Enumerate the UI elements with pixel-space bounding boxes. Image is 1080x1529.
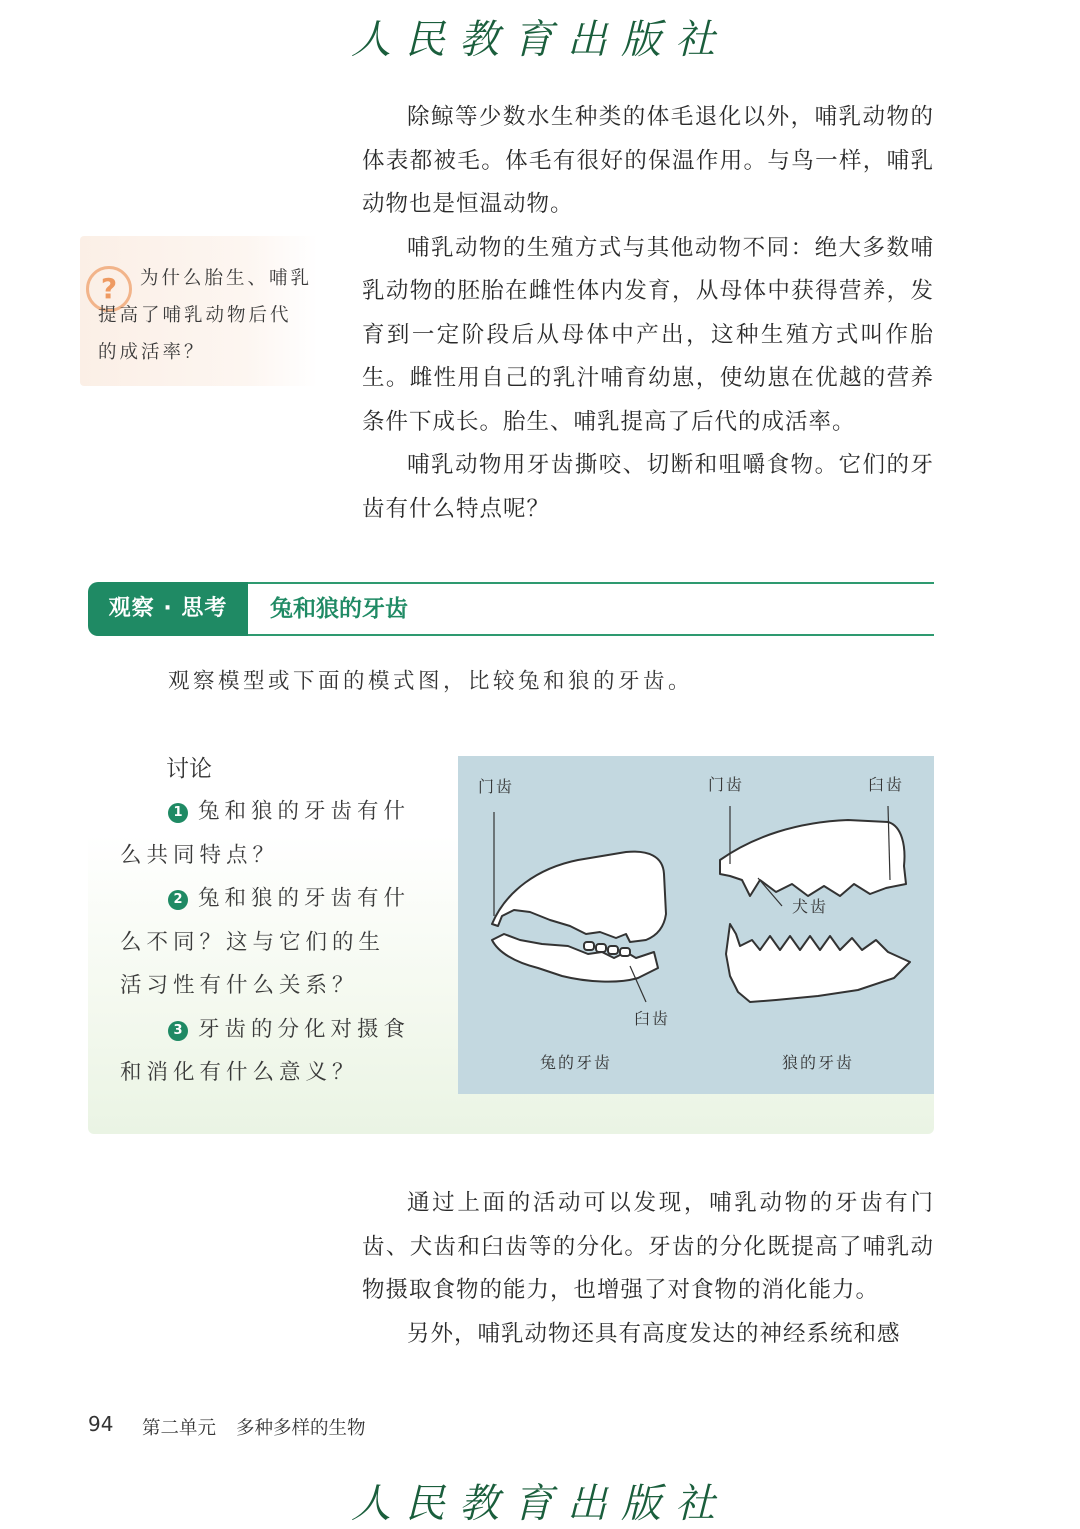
discussion-question — [120, 877, 410, 1008]
question-number-badge: 1 — [168, 803, 188, 823]
rabbit-molar-label: 臼齿 — [634, 1009, 671, 1028]
sidebar-question-text: 为什么胎生、哺乳提高了哺乳动物后代的成活率？ — [98, 268, 313, 363]
intro-text — [362, 96, 934, 531]
question-number-badge: 2 — [168, 890, 188, 910]
discussion-question — [120, 790, 410, 877]
publisher-logo-top: 人民教育出版社 — [351, 17, 729, 63]
paragraph: 通过上面的活动可以发现，哺乳动物的牙齿有门齿、犬齿和臼齿等的分化。牙齿的分化既提高了哺乳动物摄取食物的能力，也增强了对食物的消化能力。 — [362, 1190, 934, 1303]
question-number-badge: 3 — [168, 1021, 188, 1041]
rabbit-caption: 兔的牙齿 — [540, 1053, 613, 1072]
teeth-illustration — [458, 756, 934, 1094]
wolf-canine-label: 犬齿 — [792, 897, 829, 916]
paragraph: 除鲸等少数水生种类的体毛退化以外，哺乳动物的体表都被毛。体毛有很好的保温作用。与鸟一样，哺乳动物也是恒温动物。 — [362, 104, 934, 217]
observe-instruction: 观察模型或下面的模式图，比较兔和狼的牙齿。 — [168, 669, 694, 694]
footer-chapter: 多种多样的生物 — [236, 1418, 366, 1439]
publisher-logo-bottom: 人民教育出版社 — [351, 1481, 729, 1527]
sidebar-question-box — [80, 236, 318, 386]
discussion-question — [120, 1008, 410, 1095]
page-number: 94 — [88, 1412, 114, 1436]
question-text: 兔和狼的牙齿有什么共同特点？ — [120, 799, 411, 868]
paragraph: 哺乳动物的生殖方式与其他动物不同：绝大多数哺乳动物的胚胎在雌性体内发育，从母体中获得营养，发育到一定阶段后从母体中产出，这种生殖方式叫作胎生。雌性用自己的乳汁哺育幼崽，使幼崽在优越的营养条件下成长。胎生、哺乳提高了后代的成活率。 — [362, 234, 934, 435]
section-title: 兔和狼的牙齿 — [270, 596, 408, 622]
footer-unit: 第二单元 — [142, 1418, 217, 1439]
discussion-list — [120, 790, 410, 1095]
paragraph: 哺乳动物用牙齿撕咬、切断和咀嚼食物。它们的牙齿有什么特点呢？ — [362, 452, 934, 522]
section-tag: 观察 · 思考 — [88, 582, 248, 636]
wolf-incisor-label: 门齿 — [708, 775, 745, 794]
question-icon: ? — [86, 266, 132, 312]
teeth-diagram — [458, 756, 934, 1094]
question-text: 牙齿的分化对摄食和消化有什么意义？ — [120, 1016, 411, 1085]
section-header — [88, 582, 934, 636]
rabbit-incisor-label: 门齿 — [478, 777, 515, 796]
wolf-caption: 狼的牙齿 — [782, 1053, 855, 1072]
question-text: 兔和狼的牙齿有什么不同？这与它们的生活习性有什么关系？ — [120, 886, 411, 998]
rabbit-skull-drawing — [492, 852, 666, 982]
discussion-title: 讨论 — [166, 756, 212, 782]
paragraph: 另外，哺乳动物还具有高度发达的神经系统和感 — [407, 1320, 901, 1347]
conclusion-text — [362, 1182, 934, 1356]
wolf-molar-label: 臼齿 — [868, 775, 905, 794]
